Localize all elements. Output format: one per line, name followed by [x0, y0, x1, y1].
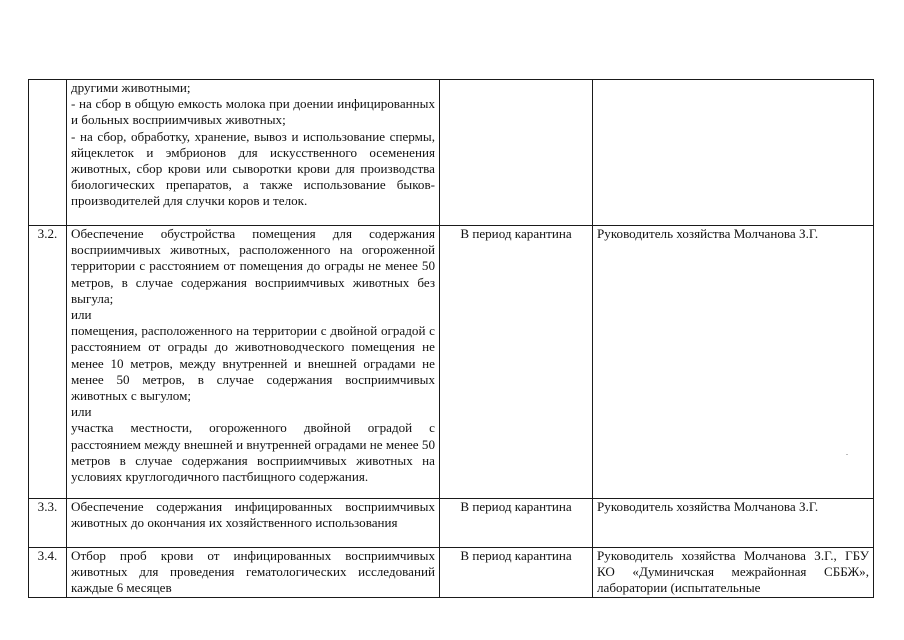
responsible-cell: [593, 80, 874, 226]
scan-speck: [846, 454, 848, 455]
action-cell: [67, 226, 440, 499]
action-cell: [67, 80, 440, 226]
action-cell: [67, 499, 440, 548]
action-paragraph: Отбор проб крови от инфицированных восприимчивых животных для проведения гематологических исследований каждые 6 месяцев: [71, 548, 435, 596]
action-paragraph: - на сбор, обработку, хранение, вывоз и использование спермы, яйцеклеток и эмбрионов для искусственного осеменения животных, сбор крови или сыворотки крови для производства биологических препаратов, а также использование быков-производителей для случки коров и телок.: [71, 128, 435, 209]
table-row: [29, 499, 874, 548]
action-paragraph: или: [71, 404, 92, 420]
action-paragraph: участка местности, огороженного двойной оградой с расстоянием между внешней и внутренней оградами не менее 50 метров в случае содержания восприимчивых животных на условиях круглогодичного пастбищного содержания.: [71, 420, 435, 485]
responsible-cell: Руководитель хозяйства Молчанова З.Г., ГБУ КО «Думиничская межрайонная СББЖ», лаборатории (испытательные: [593, 548, 874, 598]
table-row: [29, 80, 874, 226]
action-paragraph: Обеспечение содержания инфицированных восприимчивых животных до окончания их хозяйственного использования: [71, 499, 435, 531]
action-paragraph: другими животными;: [71, 80, 191, 95]
responsible-cell: Руководитель хозяйства Молчанова З.Г.: [593, 226, 874, 499]
row-number: 3.4.: [29, 548, 67, 598]
responsible-cell: Руководитель хозяйства Молчанова З.Г.: [593, 499, 874, 548]
action-paragraph: Обеспечение обустройства помещения для содержания восприимчивых животных, расположенного на огороженной территории с расстоянием от помещения до ограды не менее 50 метров, в случае содержания восприимчивых животных без выгула;: [71, 226, 435, 306]
row-number: 3.2.: [29, 226, 67, 499]
row-number: 3.3.: [29, 499, 67, 548]
action-paragraph: - на сбор в общую емкость молока при доении инфицированных и больных восприимчивых животных;: [71, 96, 435, 128]
term-cell: [440, 80, 593, 226]
action-paragraph: помещения, расположенного на территории с двойной оградой с расстоянием от ограды до животноводческого помещения не менее 10 метров, между внутренней и внешней оградами не менее 50 метров, в случае содержания восприимчивых животных с выгулом;: [71, 323, 435, 404]
term-cell: В период карантина: [440, 226, 593, 499]
row-number: [29, 80, 67, 226]
term-cell: В период карантина: [440, 548, 593, 598]
measures-table: [28, 79, 874, 598]
term-cell: В период карантина: [440, 499, 593, 548]
action-cell: [67, 548, 440, 598]
action-paragraph: или: [71, 307, 92, 323]
table-row: [29, 548, 874, 598]
table-row: [29, 226, 874, 499]
